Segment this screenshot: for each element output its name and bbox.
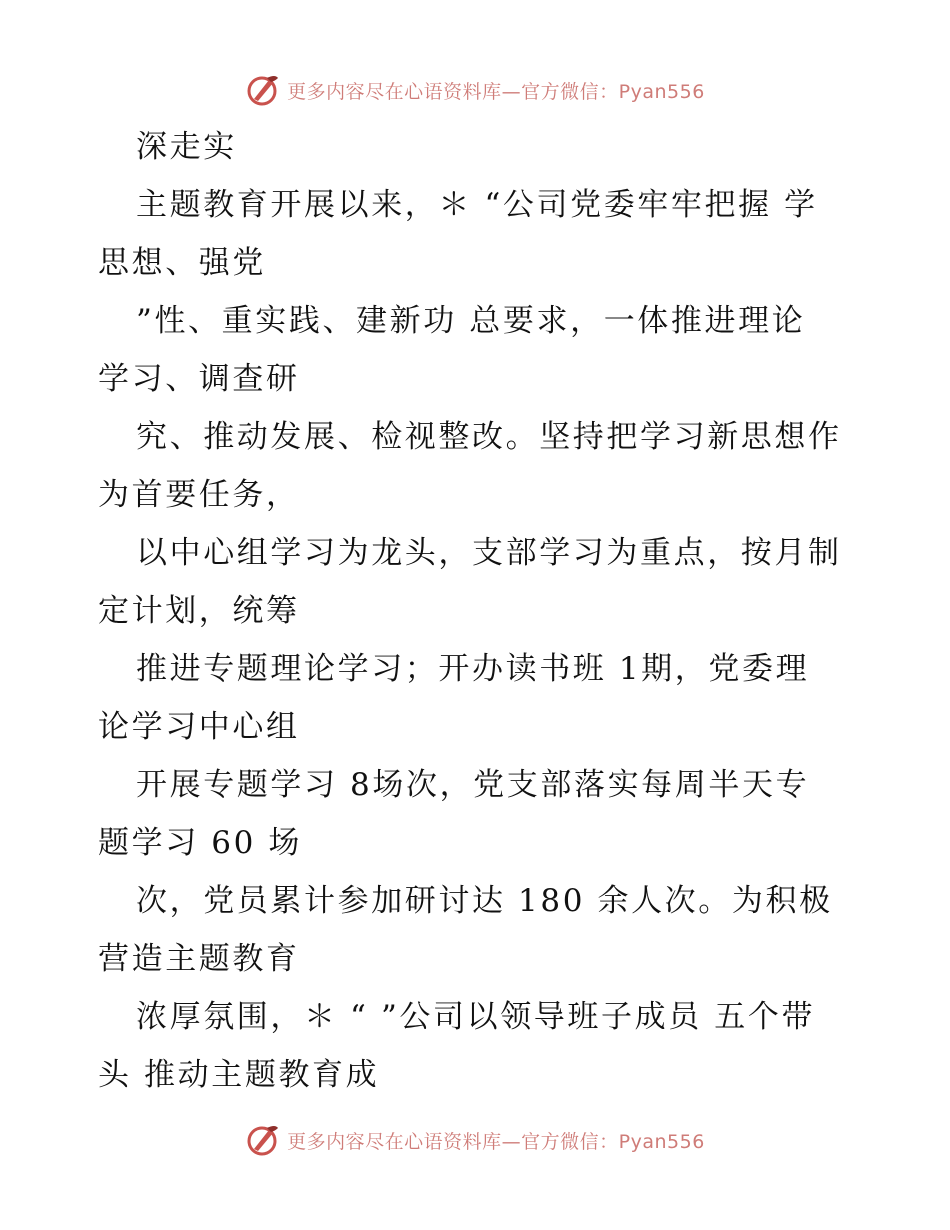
text-line: 以中心组学习为龙头，支部学习为重点，按月制: [136, 535, 842, 571]
text-line: 深走实: [136, 129, 237, 165]
text-line: 次，党员累计参加研讨达 180 余人次。为积极: [136, 883, 833, 919]
footer-watermark-text: 更多内容尽在心语资料库—官方微信：Pyan556: [287, 1130, 705, 1153]
text-line: 为首要任务，: [98, 477, 300, 513]
quill-pen-logo-icon: [245, 1122, 281, 1158]
document-body: [98, 118, 858, 1104]
text-line: 究、推动发展、检视整改。坚持把学习新思想作: [136, 419, 842, 455]
header-watermark-text: 更多内容尽在心语资料库—官方微信：Pyan556: [287, 80, 705, 103]
text-line: 定计划，统筹: [98, 593, 300, 629]
text-line: 头 推动主题教育成: [98, 1057, 380, 1093]
text-line: 浓厚氛围，＊ “ ”公司以领导班子成员 五个带: [136, 999, 816, 1035]
header-watermark-banner: [0, 70, 950, 110]
text-line: 主题教育开展以来，＊ “公司党委牢牢把握 学: [136, 187, 818, 223]
text-line: ”性、重实践、建新功 总要求，一体推进理论: [136, 303, 806, 339]
text-line: 推进专题理论学习；开办读书班 1期，党委理: [136, 651, 810, 687]
text-line: 学习、调查研: [98, 361, 300, 397]
text-line: 思想、强党: [98, 245, 266, 281]
text-line: 论学习中心组: [98, 709, 300, 745]
text-line: 开展专题学习 8场次，党支部落实每周半天专: [136, 767, 810, 803]
text-line: 营造主题教育: [98, 941, 300, 977]
text-line: 题学习 60 场: [98, 825, 302, 861]
quill-pen-logo-icon: [245, 72, 281, 108]
footer-watermark-banner: [0, 1120, 950, 1160]
